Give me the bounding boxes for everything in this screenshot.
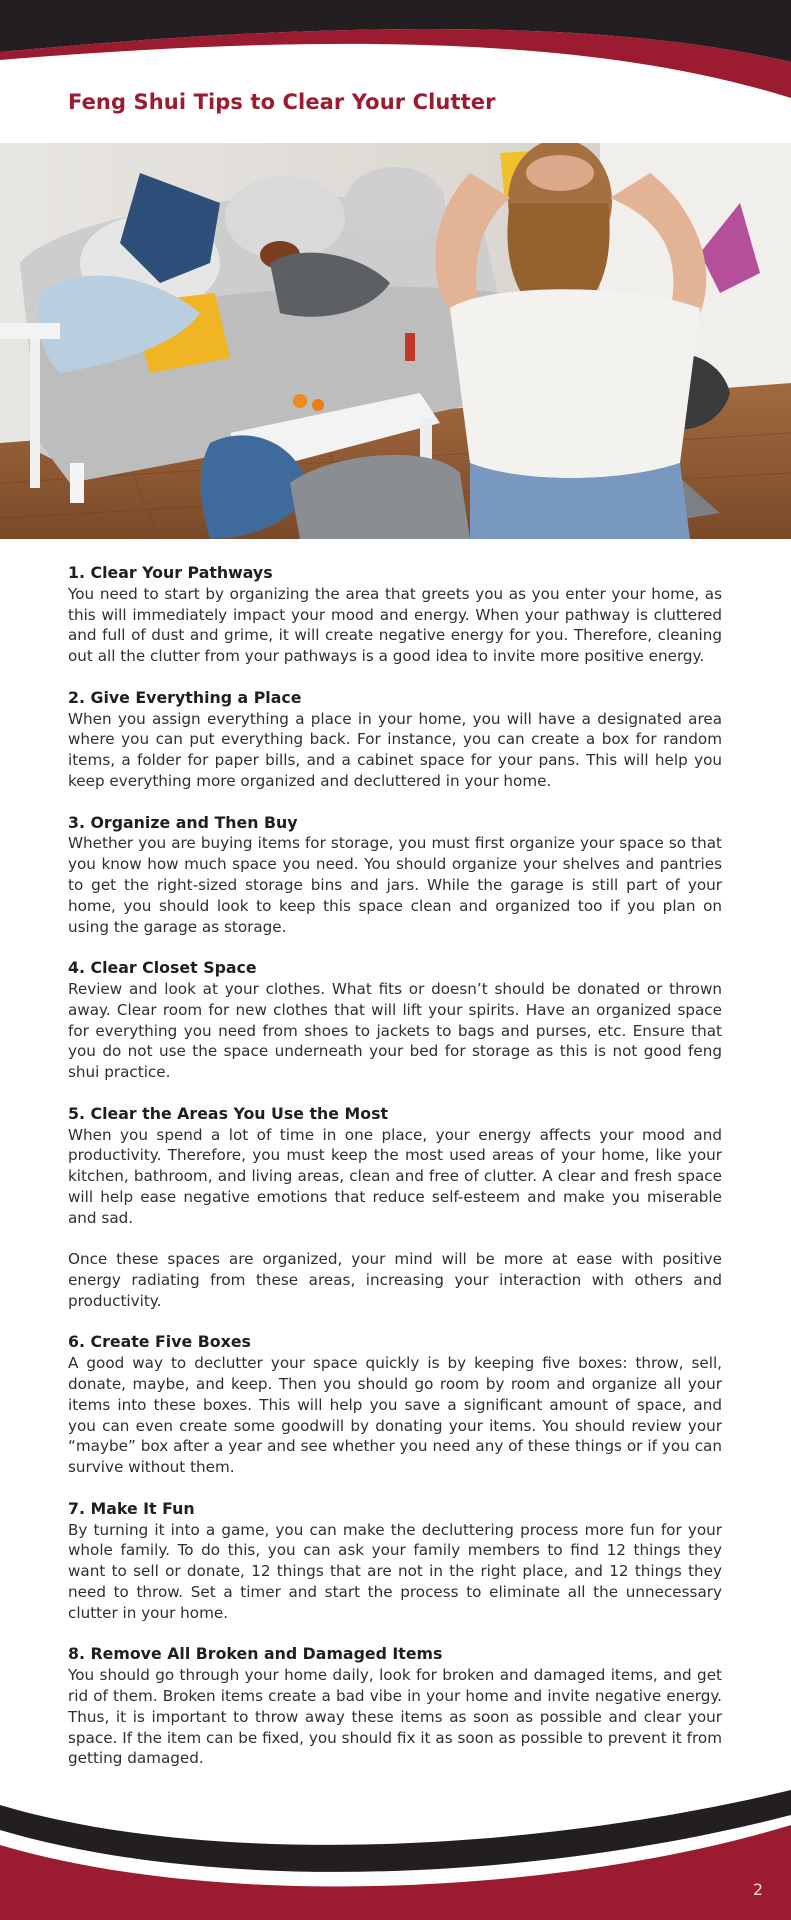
tip-section [68, 958, 722, 1083]
tip-paragraph: Once these spaces are organized, your mind will be more at ease with positive energy radiating from these areas, increasing your interaction with others and productivity. [68, 1250, 722, 1310]
tip-section [68, 688, 722, 792]
tip-section [68, 1499, 722, 1624]
tip-paragraph: When you assign everything a place in your home, you will have a designated area where you can put everything back. For instance, you can create a box for random items, a folder for paper bills, and a cabinet space for your pans. This will help you keep everything more organized and decluttered in your home. [68, 709, 722, 790]
tip-paragraph: Whether you are buying items for storage, you must first organize your space so that you know how much space you need. You should organize your shelves and pantries to get the right-sized storage bins and jars. While the garage is still part of your home, you should look to keep this space clean and organized too if you plan on using the garage as storage. [68, 834, 722, 936]
tip-heading: 7. Make It Fun [68, 1498, 195, 1518]
tip-section [68, 1644, 722, 1769]
tip-paragraph: By turning it into a game, you can make the decluttering process more fun for your whole family. To do this, you can ask your family members to find 12 things they want to sell or donate, 12 things that are not in the right place, and 12 things they need to throw. Set a timer and start the process to eliminate all the unnecessary clutter in your home. [68, 1520, 722, 1622]
page-title: Feng Shui Tips to Clear Your Clutter [68, 90, 496, 114]
tip-paragraph: You should go through your home daily, look for broken and damaged items, and get rid of them. Broken items create a bad vibe in your home and invite negative energy. Thus, it is important to throw away these items as soon as possible and clear your space. If the item can be fixed, you should fix it as soon as possible to prevent it from getting damaged. [68, 1666, 722, 1768]
article-body [68, 563, 722, 1790]
tip-section [68, 813, 722, 938]
tip-heading: 6. Create Five Boxes [68, 1332, 251, 1352]
top-wave-decoration [0, 0, 791, 150]
tip-heading: 1. Clear Your Pathways [68, 563, 273, 582]
tip-section [68, 563, 722, 667]
tip-section [68, 1332, 722, 1478]
tip-paragraph: Review and look at your clothes. What fits or doesn’t should be donated or thrown away. Clear room for new clothes that will lift your spirits. Have an organized space for everything you need from shoes to jackets to bags and purses, etc. Ensure that you do not use the space underneath your bed for storage as this is not good feng shui practice. [68, 979, 722, 1082]
bottom-wave-decoration [0, 1785, 791, 1920]
tip-paragraph: When you spend a lot of time in one place, your energy affects your mood and productivity. Therefore, you must keep the most used areas of your home, like your kitchen, bathroom, and living areas, clean and free of clutter. A clear and fresh space will help ease negative emotions that reduce self-esteem and make you miserable and sad. [68, 1125, 722, 1227]
tip-heading: 8. Remove All Broken and Damaged Items [68, 1644, 443, 1664]
tip-heading: 5. Clear the Areas You Use the Most [68, 1103, 389, 1123]
page-number: 2 [752, 1880, 763, 1899]
tip-paragraph: You need to start by organizing the area that greets you as you enter your home, as this will immediately impact your mood and energy. When your pathway is cluttered and full of dust and grime, it will create negative energy for you. Therefore, cleaning out all the clutter from your pathways is a good idea to invite more positive energy. [68, 584, 722, 666]
tip-paragraph: A good way to declutter your space quickly is by keeping five boxes: throw, sell, donate, maybe, and keep. Then you should go room by room and organize all your items into these boxes. This will help you save a significant amount of space, and you can even create some goodwill by donating your items. You should review your “maybe” box after a year and see whether you need any of these things or if you can survive without them. [68, 1354, 722, 1477]
tip-heading: 2. Give Everything a Place [68, 687, 302, 707]
tip-heading: 3. Organize and Then Buy [68, 812, 298, 832]
tip-heading: 4. Clear Closet Space [68, 958, 257, 978]
tip-section [68, 1104, 722, 1312]
hero-image [0, 143, 791, 539]
